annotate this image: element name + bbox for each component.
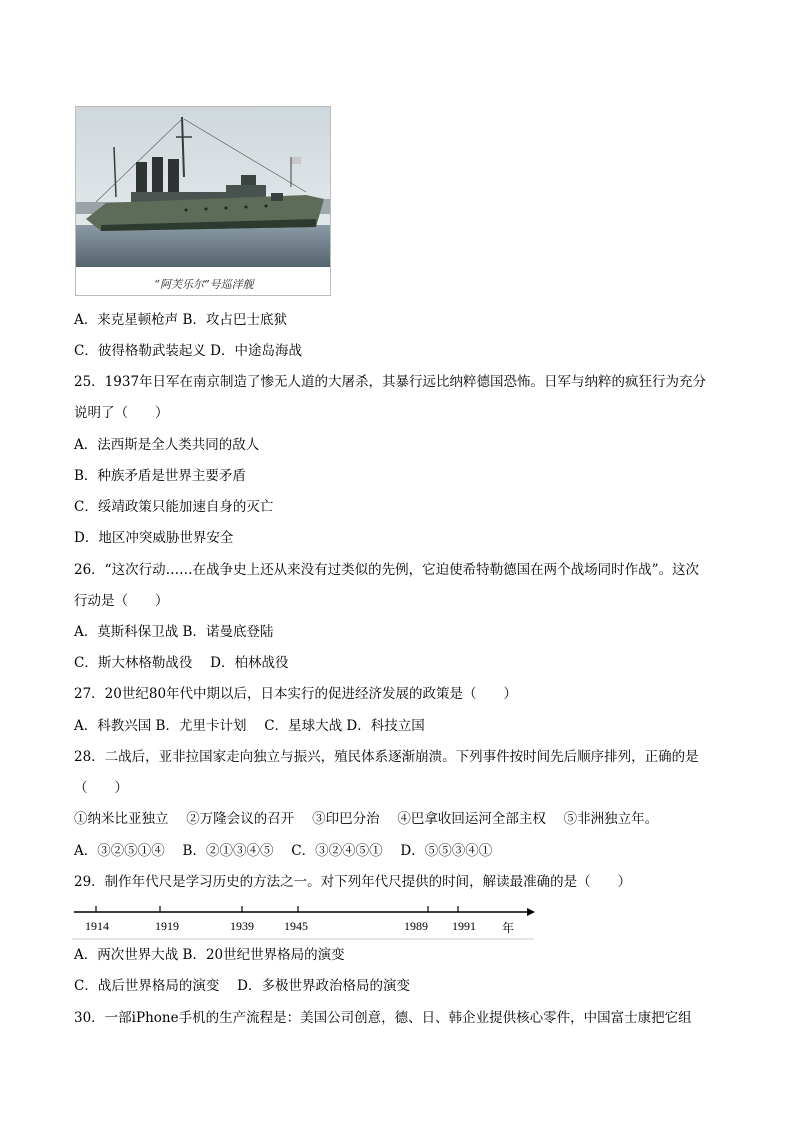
q25-option-d: D．地区冲突威胁世界安全 — [74, 530, 234, 546]
timeline-year-1939: 1939 — [230, 919, 254, 933]
timeline-axis — [72, 900, 542, 920]
q26-stem-line1: 26．“这次行动……在战争史上还从来没有过类似的先例，它迫使希特勒德国在两个战场同时作战”。这次 — [74, 562, 699, 578]
q29-options-line1: A．两次世界大战 B．20世纪世界格局的演变 — [74, 947, 345, 963]
timeline-year-1991: 1991 — [452, 919, 476, 933]
timeline-underline — [72, 938, 542, 942]
q27-options: A．科教兴国 B．尤里卡计划 C．星球大战 D．科技立国 — [74, 718, 425, 734]
q26-stem-line2: 行动是（ ） — [74, 593, 169, 609]
q25-stem-line1: 25．1937年日军在南京制造了惨无人道的大屠杀，其暴行远比纳粹德国恐怖。日军与纳粹的疯狂行为充分 — [74, 374, 707, 390]
q29-options-line2: C．战后世界格局的演变 D．多极世界政治格局的演变 — [74, 978, 410, 994]
q25-option-c: C．绥靖政策只能加速自身的灭亡 — [74, 499, 274, 515]
cruiser-image — [76, 107, 330, 267]
q24-options-line1: A．来克星顿枪声 B．攻占巴士底狱 — [74, 312, 287, 328]
q28-stem-line2: （ ） — [74, 780, 128, 796]
photo-caption: “阿芙乐尔”号巡洋舰 — [154, 278, 254, 291]
timeline-year-1914: 1914 — [85, 919, 109, 933]
q25-option-a: A．法西斯是全人类共同的敌人 — [74, 437, 260, 453]
q26-options-line2: C．斯大林格勒战役 D．柏林战役 — [74, 655, 289, 671]
year-timeline — [72, 900, 542, 940]
timeline-year-1945: 1945 — [284, 919, 308, 933]
q25-stem-line2: 说明了（ ） — [74, 405, 169, 421]
cruiser-photo — [75, 106, 331, 296]
q27-stem: 27．20世纪80年代中期以后，日本实行的促进经济发展的政策是（ ） — [74, 686, 518, 702]
q30-stem-line1: 30．一部iPhone手机的生产流程是：美国公司创意，德、日、韩企业提供核心零件，中国富士康把它组 — [74, 1010, 692, 1026]
timeline-unit: 年 — [502, 921, 515, 935]
q29-stem: 29．制作年代尺是学习历史的方法之一。对下列年代尺提供的时间，解读最准确的是（ ） — [74, 874, 632, 890]
q25-option-b: B．种族矛盾是世界主要矛盾 — [74, 468, 246, 484]
timeline-year-1989: 1989 — [404, 919, 428, 933]
q26-options-line1: A．莫斯科保卫战 B．诺曼底登陆 — [74, 624, 274, 640]
q28-options: A．③②⑤①④ B．②①③④⑤ C．③②④⑤① D．⑤⑤③④① — [74, 843, 493, 859]
q28-events: ①纳米比亚独立 ②万隆会议的召开 ③印巴分治 ④巴拿收回运河全部主权 ⑤非洲独立年。 — [74, 811, 659, 827]
timeline-year-1919: 1919 — [155, 919, 179, 933]
q28-stem-line1: 28．二战后，亚非拉国家走向独立与振兴，殖民体系逐渐崩溃。下列事件按时间先后顺序排列，正确的是 — [74, 749, 699, 765]
q24-options-line2: C．彼得格勒武装起义 D．中途岛海战 — [74, 343, 302, 359]
